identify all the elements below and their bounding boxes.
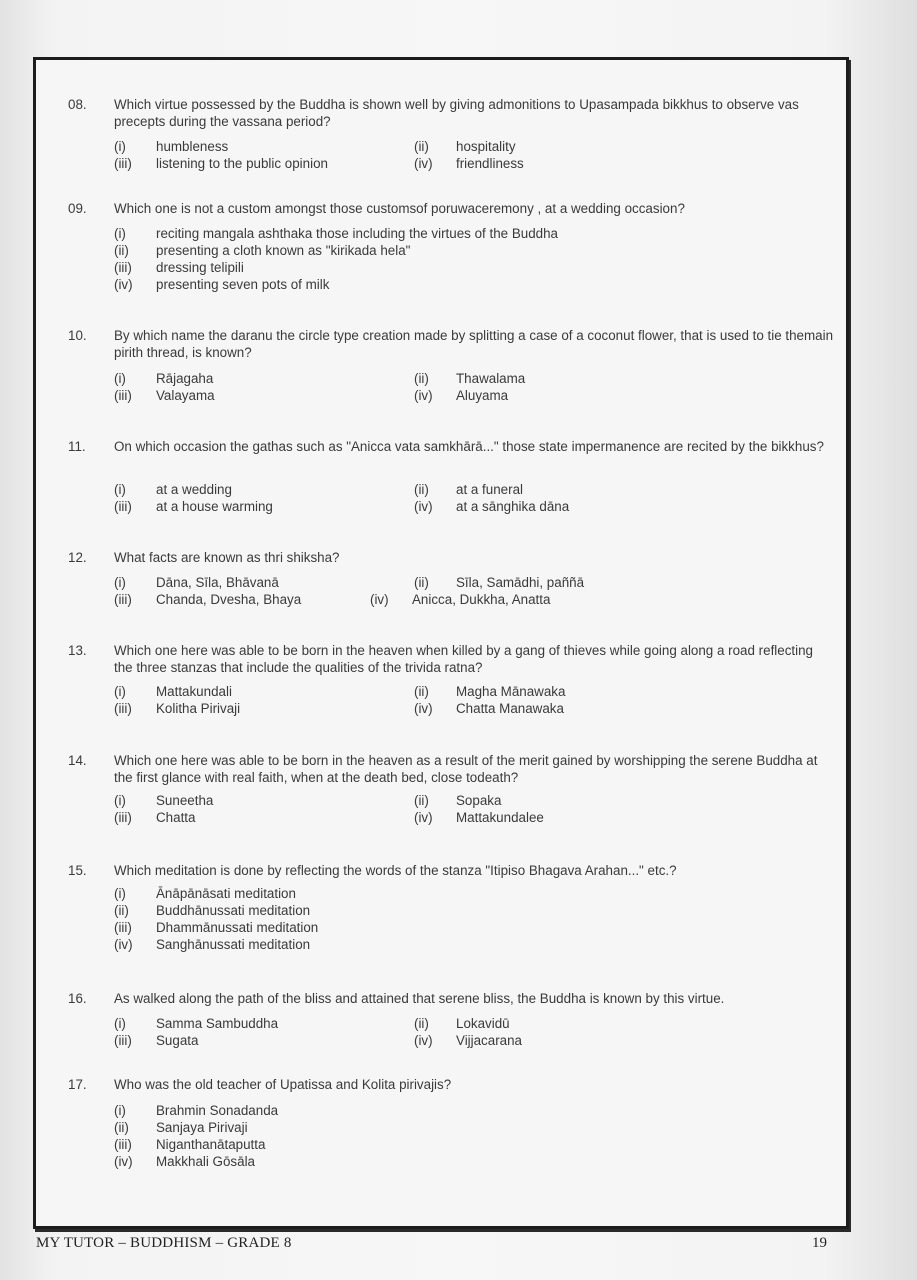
footer-page-number: 19 [812,1235,827,1251]
question-number: 12. [68,550,87,565]
option: (i) Suneetha [114,793,214,808]
option: (ii) Sanjaya Pirivaji [114,1120,248,1135]
question-number: 08. [68,97,87,112]
question-number: 14. [68,753,87,768]
question-text: Which one is not a custom amongst those customsof poruwaceremony , at a wedding occasion? [114,201,685,216]
option: (iii) Chanda, Dvesha, Bhaya [114,592,302,607]
option: (ii) Thawalama [414,371,526,386]
option: (iv) Vijjacarana [414,1033,523,1048]
option: (ii) at a funeral [414,482,523,497]
option: (iv) Anicca, Dukkha, Anatta [370,592,551,607]
question-number: 15. [68,863,87,878]
option: (iii) Niganthanātaputta [114,1137,266,1152]
option: (iii) Dhammānussati meditation [114,920,319,935]
question-number: 11. [68,439,86,454]
option: (i) Dāna, Sīla, Bhāvanā [114,575,279,590]
option: (i) humbleness [114,139,229,154]
option: (iii) listening to the public opinion [114,156,328,171]
option: (iv) Chatta Manawaka [414,701,564,716]
option: (i) Rājagaha [114,371,214,386]
option: (i) Ānāpānāsati meditation [114,886,296,901]
question-text: Which one here was able to be born in the heaven as a result of the merit gained by worshipping the serene Buddha at the first glance with real faith, when at the death bed, close todeath? [114,753,818,785]
option: (iv) presenting seven pots of milk [114,277,330,292]
option: (iv) Aluyama [414,388,509,403]
option: (iii) Kolitha Pirivaji [114,701,241,716]
option: (iv) Makkhali Gōsāla [114,1154,255,1169]
question-text: On which occasion the gathas such as "Anicca vata samkhārā..." those state impermanence are recited by the bikkhus? [114,439,824,454]
option: (iii) Valayama [114,388,215,403]
question-text: Which one here was able to be born in the heaven when killed by a gang of thieves while going along a road reflecting the three stanzas that include the qualities of the trivida ratna? [114,643,814,675]
question-text: Which virtue possessed by the Buddha is shown well by giving admonitions to Upasampada bikkhus to observe vas precepts during the vassana period? [114,97,799,129]
question-text: By which name the daranu the circle type creation made by splitting a case of a coconut flower, that is used to tie themain pirith thread, is known? [114,328,834,360]
option: (iii) at a house warming [114,499,273,514]
option: (iv) friendliness [414,156,524,171]
option: (ii) Magha Mānawaka [414,684,566,699]
question-text: What facts are known as thri shiksha? [114,550,340,565]
option: (ii) Buddhānussati meditation [114,903,311,918]
question-number: 09. [68,201,87,216]
option: (iv) Sanghānussati meditation [114,937,311,952]
option: (ii) Sīla, Samādhi, paññā [414,575,585,590]
option: (i) reciting mangala ashthaka those including the virtues of the Buddha [114,226,558,241]
question-number: 10. [68,328,87,343]
question-number: 17. [68,1077,87,1092]
option: (ii) Sopaka [414,793,502,808]
option: (ii) presenting a cloth known as "kirikada hela" [114,243,411,258]
option: (i) at a wedding [114,482,232,497]
option: (ii) Lokavidū [414,1016,510,1031]
option: (i) Mattakundali [114,684,232,699]
option: (i) Brahmin Sonadanda [114,1103,279,1118]
footer-book-title: MY TUTOR – BUDDHISM – GRADE 8 [36,1235,292,1251]
option: (iv) Mattakundalee [414,810,544,825]
option: (ii) hospitality [414,139,516,154]
option: (iii) Sugata [114,1033,199,1048]
question-number: 16. [68,991,87,1006]
question-number: 13. [68,643,87,658]
option: (iii) dressing telipili [114,260,244,275]
question-text: As walked along the path of the bliss and attained that serene bliss, the Buddha is known by this virtue. [114,991,725,1006]
option: (iv) at a sānghika dāna [414,499,570,514]
option: (i) Samma Sambuddha [114,1016,279,1031]
question-text: Which meditation is done by reflecting the words of the stanza "Itipiso Bhagava Arahan..." etc.? [114,863,677,878]
option: (iii) Chatta [114,810,196,825]
question-text: Who was the old teacher of Upatissa and Kolita pirivajis? [114,1077,452,1092]
